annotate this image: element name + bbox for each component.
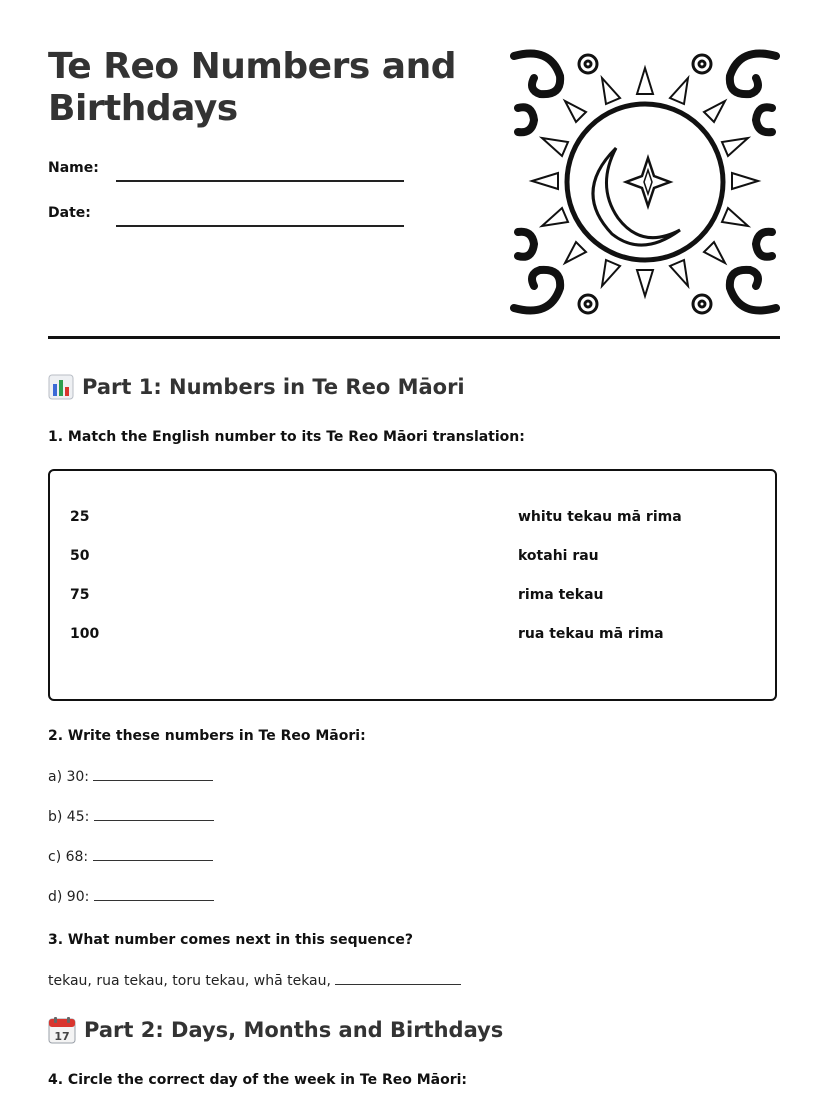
calendar-icon <box>48 1016 76 1044</box>
question-4: 4. Circle the correct day of the week in Te Reo Māori: <box>48 1072 468 1088</box>
name-line <box>116 180 404 182</box>
sun-moon-illustration <box>510 46 780 318</box>
match-number: 75 <box>70 587 90 603</box>
answer-blank[interactable] <box>94 808 214 821</box>
match-translation: whitu tekau mā rima <box>518 509 682 525</box>
q2-item-label: b) 45: <box>48 809 90 825</box>
part1-heading-text: Part 1: Numbers in Te Reo Māori <box>82 375 465 399</box>
q2-item-label: a) 30: <box>48 769 90 785</box>
date-line <box>116 225 404 227</box>
q2-item <box>48 768 213 785</box>
q2-item <box>48 808 214 825</box>
match-number: 100 <box>70 626 100 642</box>
matching-box <box>48 469 777 701</box>
q2-item <box>48 848 213 865</box>
part2-heading <box>48 1016 503 1044</box>
header-divider <box>48 336 780 339</box>
calendar-icon-day: 17 <box>54 1030 70 1043</box>
answer-blank[interactable] <box>94 888 214 901</box>
match-translation: rima tekau <box>518 587 604 603</box>
worksheet-title: Te Reo Numbers and Birthdays <box>48 46 456 129</box>
question-3: 3. What number comes next in this sequence? <box>48 932 413 948</box>
answer-blank[interactable] <box>93 768 213 781</box>
part1-heading <box>48 374 465 400</box>
date-label: Date: <box>48 205 91 221</box>
match-number: 50 <box>70 548 90 564</box>
q2-item-label: d) 90: <box>48 889 90 905</box>
question-2: 2. Write these numbers in Te Reo Māori: <box>48 728 366 744</box>
answer-blank[interactable] <box>93 848 213 861</box>
bar-chart-icon <box>48 374 74 400</box>
name-label: Name: <box>48 160 99 176</box>
question-1: 1. Match the English number to its Te Reo Māori translation: <box>48 429 525 445</box>
answer-blank[interactable] <box>335 972 461 985</box>
sequence-text: tekau, rua tekau, toru tekau, whā tekau, <box>48 973 331 989</box>
part2-heading-text: Part 2: Days, Months and Birthdays <box>84 1018 504 1042</box>
match-number: 25 <box>70 509 90 525</box>
match-translation: kotahi rau <box>518 548 599 564</box>
q2-item-label: c) 68: <box>48 849 89 865</box>
q2-item <box>48 888 214 905</box>
match-translation: rua tekau mā rima <box>518 626 664 642</box>
q3-sequence <box>48 972 461 989</box>
